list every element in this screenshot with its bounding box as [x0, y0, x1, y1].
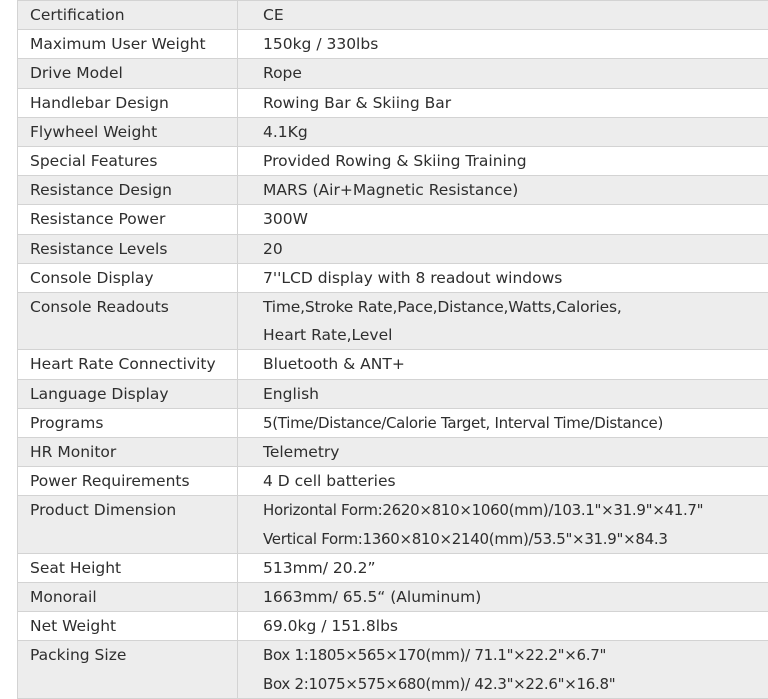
spec-value: Horizontal Form:2620×810×1060(mm)/103.1"×31.9"×41.7" Vertical Form:1360×810×2140(mm)/53.5"×31.9"×84.3 — [238, 496, 768, 553]
table-row — [18, 293, 768, 350]
spec-value: 1663mm/ 65.5“ (Aluminum) — [238, 583, 768, 612]
spec-value: 150kg / 330lbs — [238, 30, 768, 59]
spec-value: 5(Time/Distance/Calorie Target, Interval Time/Distance) — [238, 408, 768, 437]
spec-label: Product Dimension — [18, 496, 238, 553]
spec-label: Drive Model — [18, 59, 238, 88]
table-row — [18, 583, 768, 612]
table-row — [18, 467, 768, 496]
table-row — [18, 553, 768, 582]
table-row — [18, 641, 768, 698]
table-row — [18, 612, 768, 641]
spec-label: Certification — [18, 1, 238, 30]
spec-label: Programs — [18, 408, 238, 437]
table-row — [18, 263, 768, 292]
table-row — [18, 88, 768, 117]
spec-label: Net Weight — [18, 612, 238, 641]
spec-value: 4.1Kg — [238, 117, 768, 146]
spec-value: Rowing Bar & Skiing Bar — [238, 88, 768, 117]
table-row — [18, 147, 768, 176]
spec-label: Console Readouts — [18, 293, 238, 350]
table-row — [18, 30, 768, 59]
spec-label: Resistance Levels — [18, 234, 238, 263]
spec-label: Packing Size — [18, 641, 238, 698]
spec-label: Monorail — [18, 583, 238, 612]
spec-label: Resistance Power — [18, 205, 238, 234]
table-row — [18, 379, 768, 408]
spec-label: Resistance Design — [18, 176, 238, 205]
table-row — [18, 117, 768, 146]
spec-label: Heart Rate Connectivity — [18, 350, 238, 379]
spec-table — [17, 0, 768, 699]
spec-label: Power Requirements — [18, 467, 238, 496]
spec-value: 300W — [238, 205, 768, 234]
spec-value: Provided Rowing & Skiing Training — [238, 147, 768, 176]
spec-label: Console Display — [18, 263, 238, 292]
spec-value: Time,Stroke Rate,Pace,Distance,Watts,Calories, Heart Rate,Level — [238, 293, 768, 350]
spec-value: Bluetooth & ANT+ — [238, 350, 768, 379]
spec-label: Seat Height — [18, 553, 238, 582]
table-row — [18, 234, 768, 263]
spec-label: Maximum User Weight — [18, 30, 238, 59]
spec-label: HR Monitor — [18, 438, 238, 467]
table-row — [18, 408, 768, 437]
spec-value: English — [238, 379, 768, 408]
spec-value: 513mm/ 20.2” — [238, 553, 768, 582]
spec-value: Telemetry — [238, 438, 768, 467]
table-row — [18, 496, 768, 553]
spec-table-container — [17, 0, 768, 699]
spec-label: Handlebar Design — [18, 88, 238, 117]
table-row — [18, 1, 768, 30]
spec-label: Special Features — [18, 147, 238, 176]
table-row — [18, 438, 768, 467]
spec-value: 4 D cell batteries — [238, 467, 768, 496]
table-row — [18, 176, 768, 205]
spec-label: Language Display — [18, 379, 238, 408]
spec-value: 69.0kg / 151.8lbs — [238, 612, 768, 641]
spec-value: Box 1:1805×565×170(mm)/ 71.1"×22.2"×6.7" Box 2:1075×575×680(mm)/ 42.3"×22.6"×16.8" — [238, 641, 768, 698]
spec-value: 7''LCD display with 8 readout windows — [238, 263, 768, 292]
table-row — [18, 59, 768, 88]
spec-label: Flywheel Weight — [18, 117, 238, 146]
spec-value: MARS (Air+Magnetic Resistance) — [238, 176, 768, 205]
table-row — [18, 205, 768, 234]
spec-value: Rope — [238, 59, 768, 88]
spec-value: 20 — [238, 234, 768, 263]
spec-value: CE — [238, 1, 768, 30]
table-row — [18, 350, 768, 379]
